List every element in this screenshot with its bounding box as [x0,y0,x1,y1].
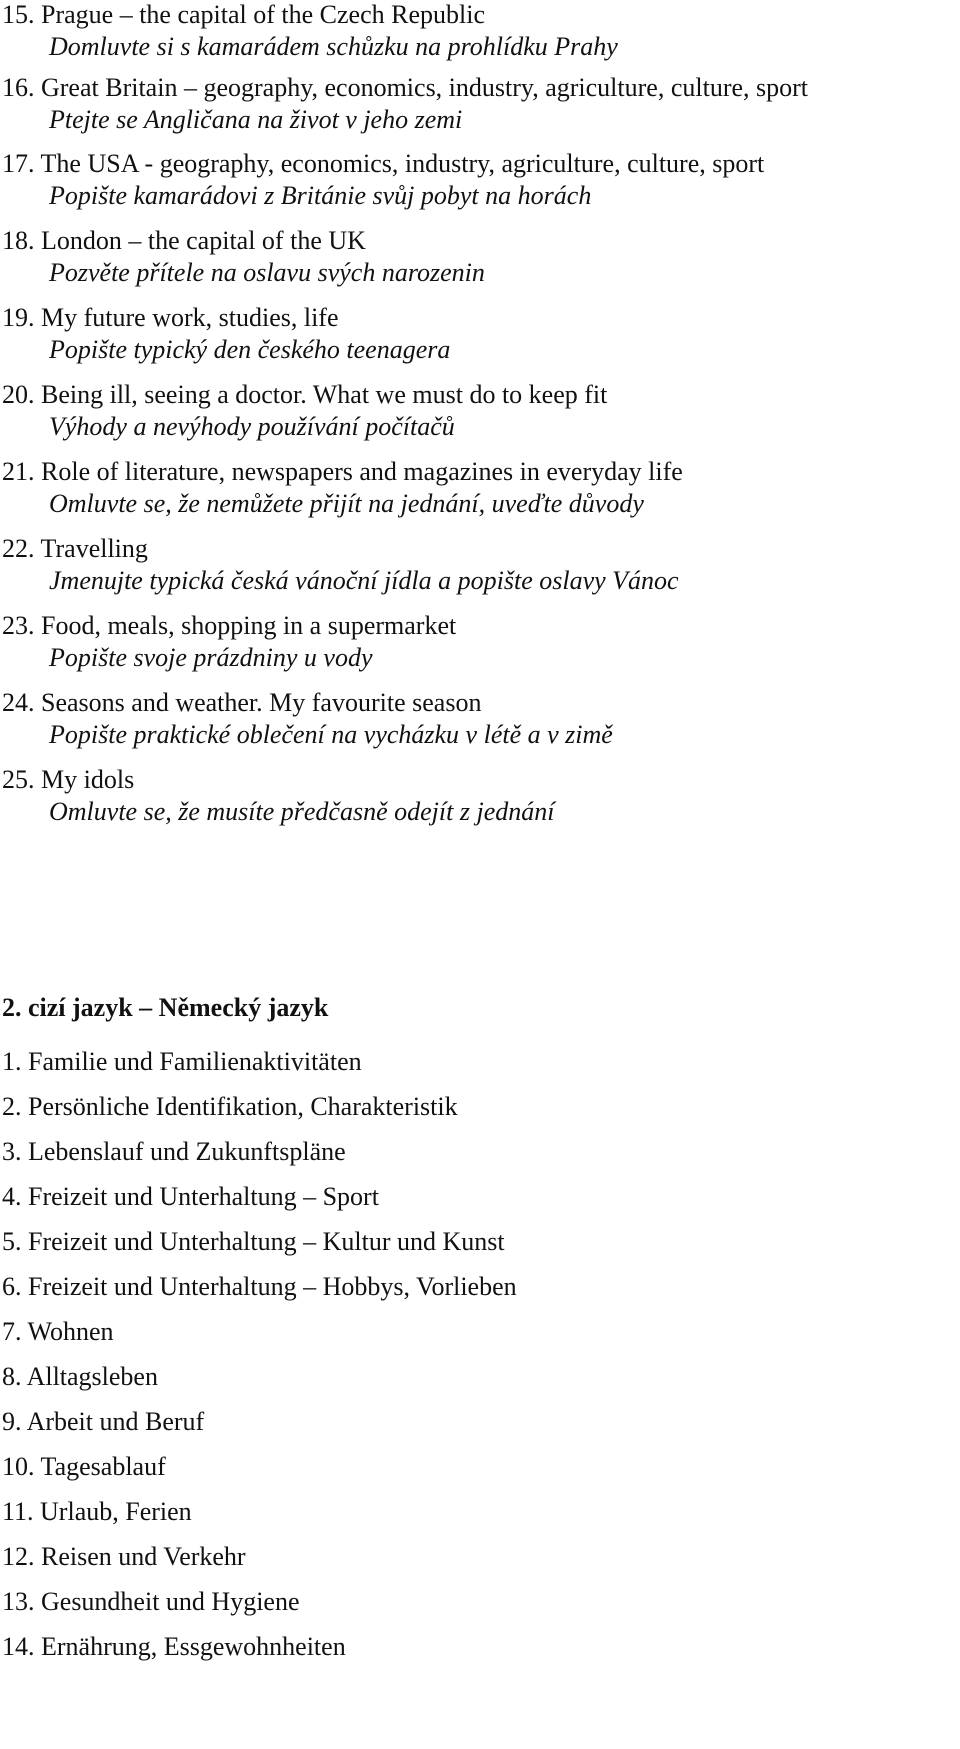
list-item: 7. Wohnen [2,1317,114,1346]
list-item: 12. Reisen und Verkehr [2,1542,246,1571]
topic-task: Domluvte si s kamarádem schůzku na prohlídku Prahy [49,32,618,61]
topic-task: Popište typický den českého teenagera [49,335,451,364]
topic-title: 22. Travelling [2,534,148,563]
topic-task: Výhody a nevýhody používání počítačů [49,412,455,441]
topic-title: 25. My idols [2,765,135,794]
list-item: 1. Familie und Familienaktivitäten [2,1047,362,1076]
topic-title: 19. My future work, studies, life [2,303,339,332]
list-item: 11. Urlaub, Ferien [2,1497,192,1526]
list-item: 5. Freizeit und Unterhaltung – Kultur und Kunst [2,1227,505,1256]
topic-title: 17. The USA - geography, economics, industry, agriculture, culture, sport [2,149,765,178]
topic-task: Popište svoje prázdniny u vody [49,643,373,672]
topic-task: Pozvěte přítele na oslavu svých narozenin [49,258,485,287]
topic-title: 23. Food, meals, shopping in a supermarket [2,611,457,640]
list-item: 10. Tagesablauf [2,1452,166,1481]
list-item: 14. Ernährung, Essgewohnheiten [2,1632,346,1661]
topic-task: Omluvte se, že nemůžete přijít na jednání, uveďte důvody [49,489,644,518]
list-item: 9. Arbeit und Beruf [2,1407,205,1436]
topic-title: 15. Prague – the capital of the Czech Republic [2,0,486,29]
list-item: 2. Persönliche Identifikation, Charakteristik [2,1092,458,1121]
topic-title: 20. Being ill, seeing a doctor. What we must do to keep fit [2,380,608,409]
german-section-heading: 2. cizí jazyk – Německý jazyk [2,993,329,1022]
topic-task: Ptejte se Angličana na život v jeho zemi [49,105,463,134]
list-item: 6. Freizeit und Unterhaltung – Hobbys, Vorlieben [2,1272,517,1301]
topic-title: 18. London – the capital of the UK [2,226,366,255]
list-item: 4. Freizeit und Unterhaltung – Sport [2,1182,379,1211]
topic-title: 21. Role of literature, newspapers and magazines in everyday life [2,457,683,486]
list-item: 3. Lebenslauf und Zukunftspläne [2,1137,346,1166]
list-item: 13. Gesundheit und Hygiene [2,1587,300,1616]
topic-task: Jmenujte typická česká vánoční jídla a popište oslavy Vánoc [49,566,679,595]
topic-title: 24. Seasons and weather. My favourite season [2,688,482,717]
topic-task: Omluvte se, že musíte předčasně odejít z jednání [49,797,555,826]
topic-title: 16. Great Britain – geography, economics, industry, agriculture, culture, sport [2,73,809,102]
topic-task: Popište praktické oblečení na vycházku v létě a v zimě [49,720,613,749]
topic-task: Popište kamarádovi z Británie svůj pobyt na horách [49,181,592,210]
list-item: 8. Alltagsleben [2,1362,158,1391]
